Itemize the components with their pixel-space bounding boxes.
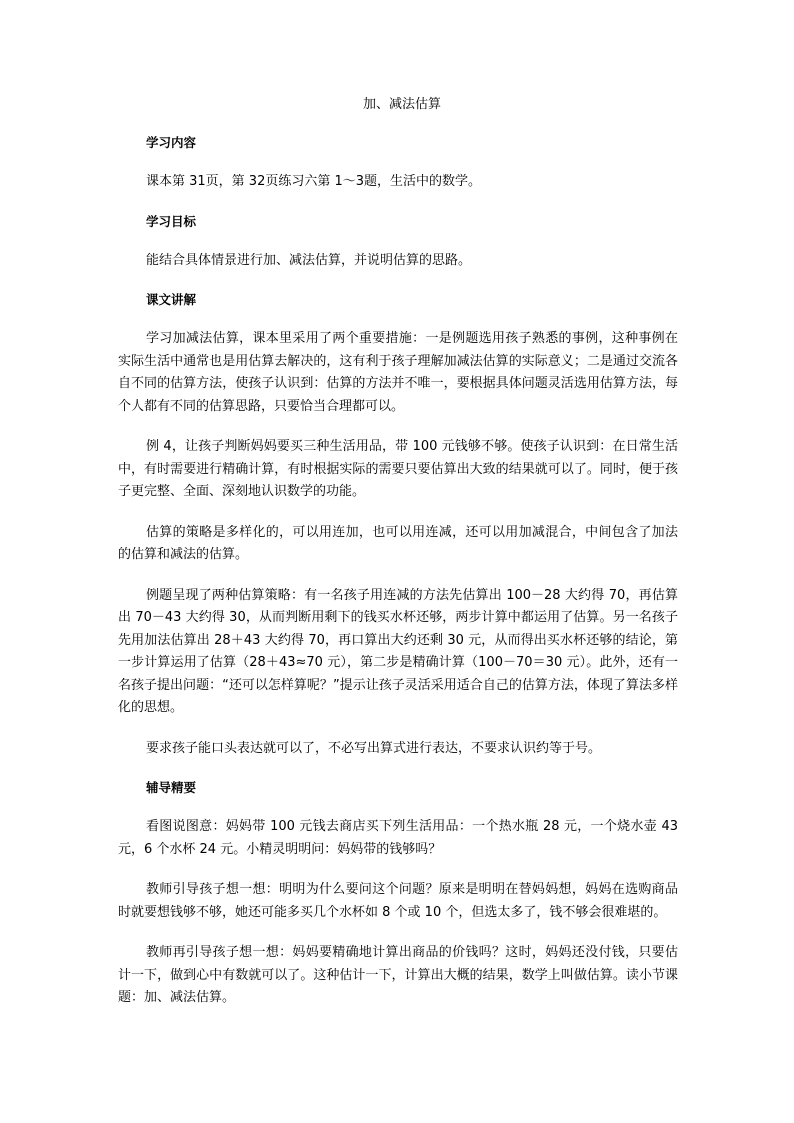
paragraph-tutoring-1: 看图说图意：妈妈带 100 元钱去商店买下列生活用品：一个热水瓶 28 元，一个烧水壶 43 元，6 个水杯 24 元。小精灵明明问：妈妈带的钱够吗？: [118, 819, 678, 857]
paragraph-tutoring-3: 教师再引导孩子想一想：妈妈要精确地计算出商品的价钱吗？这时，妈妈还没付钱，只要估计一下，做到心中有数就可以了。这种估计一下，计算出大概的结果，数学上叫做估算。读小节课题：加、减法估算。: [118, 945, 678, 1005]
paragraph-lecture-5: 要求孩子能口头表达就可以了，不必写出算式进行表达，不要求认识约等于号。: [146, 740, 602, 756]
paragraph-lecture-1: 学习加减法估算，课本里采用了两个重要措施：一是例题选用孩子熟悉的事例，这种事例在实际生活中通常也是用估算去解决的，这有利于孩子理解加减法估算的实际意义；二是通过交流各自不同的估算方法，使孩子认识到：估算的方法并不唯一，要根据具体问题灵活选用估算方法，每个人都有不同的估算思路，只要恰当合理都可以。: [118, 331, 678, 414]
section-heading-goal: 学习目标: [146, 213, 197, 229]
section-heading-content: 学习内容: [146, 135, 197, 150]
paragraph-lecture-2: 例 4，让孩子判断妈妈要买三种生活用品，带 100 元钱够不够。使孩子认识到：在日常生活中，有时需要进行精确计算，有时根据实际的需要只要估算出大致的结果就可以了。同时，便于孩子更完整、全面、深刻地认识数学的功能。: [118, 439, 678, 499]
document-body: [118, 95, 678, 1010]
paragraph-goal-1: 能结合具体情景进行加、减法估算，并说明估算的思路。: [146, 252, 472, 268]
paragraph-content-1: 课本第 31页，第 32页练习六第 1～3题，生活中的数学。: [146, 174, 482, 189]
section-heading-lecture: 课文讲解: [146, 292, 197, 307]
paragraph-lecture-3: 估算的策略是多样化的，可以用连加，也可以用连减，还可以用加减混合，中间包含了加法的估算和减法的估算。: [118, 524, 678, 562]
paragraph-tutoring-2: 教师引导孩子想一想：明明为什么要问这个问题？原来是明明在替妈妈想，妈妈在选购商品时就要想钱够不够，她还可能多买几个水杯如 8 个或 10 个，但选太多了，钱不够会很难堪的。: [118, 882, 678, 920]
section-heading-tutoring: 辅导精要: [146, 780, 197, 795]
document-title: 加、减法估算: [362, 97, 441, 112]
paragraph-lecture-4: 例题呈现了两种估算策略：有一名孩子用连减的方法先估算出 100－28 大约得 70，再估算出 70－43 大约得 30，从而判断用剩下的钱买水杯还够，两步计算中都运用了估算。另一名孩子先用加法估算出 28＋43 大约得 70，再口算出大约还剩 30 元，从而得出买水杯还够的结论，第一步计算运用了估算（28＋43≈70 元），第二步是精确计算（100－70＝30 元）。此外，还有一名孩子提出问题：“还可以怎样算呢？”提示让孩子灵活采用适合自己的估算方法，体现了算法多样化的思想。: [118, 587, 678, 715]
